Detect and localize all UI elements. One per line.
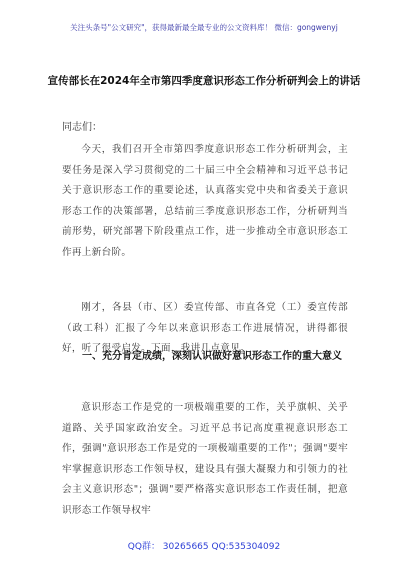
salutation: 同志们： (62, 122, 102, 133)
paragraph-remarks: 刚才，各县（市、区）委宣传部、市直各党（工）委宣传部（政工科）汇报了今年以来意识形态工作进展情况，讲得都很好，听了很受启发。下面，我讲几点意见。 (62, 302, 348, 354)
section-heading-1: 一、充分肯定成绩，深刻认识做好意识形态工作的重大意义 (82, 351, 342, 362)
paragraph-intro: 今天，我们召开全市第四季度意识形态工作分析研判会，主要任务是深入学习贯彻党的二十届三中全会精神和习近平总书记关于意识形态工作的重要论述，认真落实党中央和省委关于意识形态工作的决策部署，总结前三季度意识形态工作，分析研判当前形势，研究部署下阶段重点工作，进一步推动全市意识形态工作再上新台阶。 (62, 144, 348, 258)
header-banner: 关注头条号"公文研究"，获得最新最全最专业的公文资料库！ 微信：gongwenyj (70, 23, 338, 32)
footer-contact: QQ群： 30265665 QQ:535304092 (127, 542, 281, 552)
document-title: 宣传部长在2024年全市第四季度意识形态工作分析研判会上的讲话 (47, 75, 361, 87)
paragraph-section-1: 意识形态工作是党的一项极端重要的工作，关乎旗帜、关乎道路、关乎国家政治安全。习近平总书记高度重视意识形态工作，强调"意识形态工作是党的一项极端重要的工作"；强调"要牢牢掌握意识形态工作领导权，建设具有强大凝聚力和引领力的社会主义意识形态"；强调"要严格落实意识形态工作责任制，把意识形态工作领导权牢 (62, 402, 348, 516)
